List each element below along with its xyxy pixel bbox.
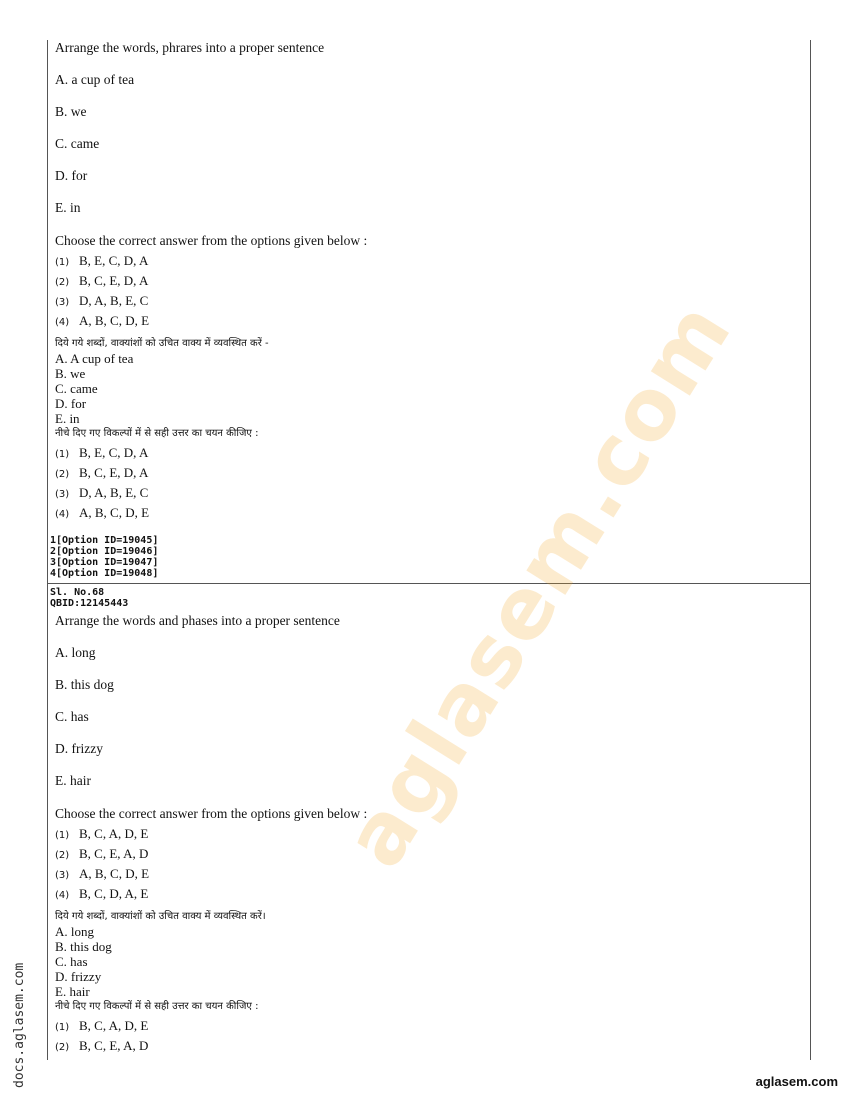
option-number: (3) — [55, 489, 70, 500]
q67-item-b: B. we — [55, 104, 87, 119]
q67-hindi-item-d: D. for — [55, 396, 87, 411]
option-number: (1) — [55, 257, 70, 268]
q68-sl-no: Sl. No.68 — [50, 587, 105, 598]
option-text: B, C, E, D, A — [79, 465, 149, 480]
q67-option-id-4: 4[Option ID=19048] — [50, 568, 159, 579]
q67-option-id-3: 3[Option ID=19047] — [50, 557, 159, 568]
q67-option-id-2: 2[Option ID=19046] — [50, 546, 159, 557]
q67-option-3 — [55, 293, 148, 310]
question-divider — [47, 583, 811, 584]
option-number: (1) — [55, 449, 70, 460]
option-text: B, C, E, D, A — [79, 273, 149, 288]
q68-option-4 — [55, 886, 148, 903]
q68-hindi-instruction: दिये गये शब्दों, वाक्यांशों को उचित वाक्य में व्यवस्थित करें। — [55, 911, 266, 922]
q68-hindi-item-a: A. long — [55, 924, 94, 939]
right-border — [810, 40, 811, 1060]
option-text: D, A, B, E, C — [79, 485, 149, 500]
q68-hindi-item-e: E. hair — [55, 984, 90, 999]
q67-choose: Choose the correct answer from the options given below : — [55, 233, 368, 248]
q67-item-e: E. in — [55, 200, 81, 215]
q68-instruction: Arrange the words and phases into a proper sentence — [55, 613, 340, 628]
option-text: A, B, C, D, E — [79, 866, 150, 881]
option-number: (4) — [55, 317, 70, 328]
option-number: (2) — [55, 1042, 70, 1053]
q67-hindi-item-b: B. we — [55, 366, 86, 381]
q68-hindi-item-c: C. has — [55, 954, 88, 969]
q67-item-c: C. came — [55, 136, 100, 151]
q67-hindi-option-4 — [55, 505, 149, 522]
q68-item-c: C. has — [55, 709, 89, 724]
left-border — [47, 40, 48, 1060]
q67-hindi-item-e: E. in — [55, 411, 80, 426]
option-number: (4) — [55, 509, 70, 520]
q67-hindi-choose: नीचे दिए गए विकल्पों में से सही उत्तर का चयन कीजिए : — [55, 428, 259, 439]
brand-footer: aglasem.com — [755, 1074, 838, 1089]
option-number: (2) — [55, 277, 70, 288]
option-text: D, A, B, E, C — [79, 293, 149, 308]
option-text: A, B, C, D, E — [79, 313, 150, 328]
q68-hindi-item-d: D. frizzy — [55, 969, 102, 984]
side-url: docs.aglasem.com — [12, 962, 27, 1088]
option-text: B, C, E, A, D — [79, 1038, 149, 1053]
q68-qbid: QBID:12145443 — [50, 598, 129, 609]
q67-option-4 — [55, 313, 149, 330]
q67-hindi-instruction: दिये गये शब्दों, वाक्यांशों को उचित वाक्य में व्यवस्थित करें - — [55, 338, 269, 349]
q67-option-2 — [55, 273, 148, 290]
q67-hindi-item-c: C. came — [55, 381, 98, 396]
q68-hindi-option-1 — [55, 1018, 148, 1035]
q68-option-1 — [55, 826, 148, 843]
option-number: (1) — [55, 1022, 70, 1033]
option-text: B, C, A, D, E — [79, 1018, 149, 1033]
option-number: (1) — [55, 830, 70, 841]
option-text: B, C, E, A, D — [79, 846, 149, 861]
q67-instruction: Arrange the words, phrares into a proper sentence — [55, 40, 325, 55]
q68-hindi-choose: नीचे दिए गए विकल्पों में से सही उत्तर का चयन कीजिए : — [55, 1001, 259, 1012]
q68-item-a: A. long — [55, 645, 96, 660]
q67-option-id-1: 1[Option ID=19045] — [50, 535, 159, 546]
q68-choose: Choose the correct answer from the options given below : — [55, 806, 368, 821]
q67-item-d: D. for — [55, 168, 88, 183]
option-number: (2) — [55, 850, 70, 861]
q67-hindi-item-a: A. A cup of tea — [55, 351, 134, 366]
option-text: B, E, C, D, A — [79, 253, 149, 268]
option-number: (4) — [55, 890, 70, 901]
q68-hindi-item-b: B. this dog — [55, 939, 112, 954]
option-number: (3) — [55, 870, 70, 881]
option-text: A, B, C, D, E — [79, 505, 150, 520]
watermark: aglasem.com — [325, 284, 751, 884]
q67-hindi-option-3 — [55, 485, 148, 502]
option-text: B, C, A, D, E — [79, 826, 149, 841]
option-number: (3) — [55, 297, 70, 308]
q67-option-1 — [55, 253, 148, 270]
q68-item-b: B. this dog — [55, 677, 114, 692]
q68-hindi-option-2 — [55, 1038, 148, 1055]
q68-option-2 — [55, 846, 148, 863]
option-text: B, C, D, A, E — [79, 886, 149, 901]
option-text: B, E, C, D, A — [79, 445, 149, 460]
q68-option-3 — [55, 866, 149, 883]
q67-item-a: A. a cup of tea — [55, 72, 135, 87]
q68-item-d: D. frizzy — [55, 741, 103, 756]
q67-hindi-option-1 — [55, 445, 148, 462]
q68-item-e: E. hair — [55, 773, 91, 788]
q67-hindi-option-2 — [55, 465, 148, 482]
option-number: (2) — [55, 469, 70, 480]
